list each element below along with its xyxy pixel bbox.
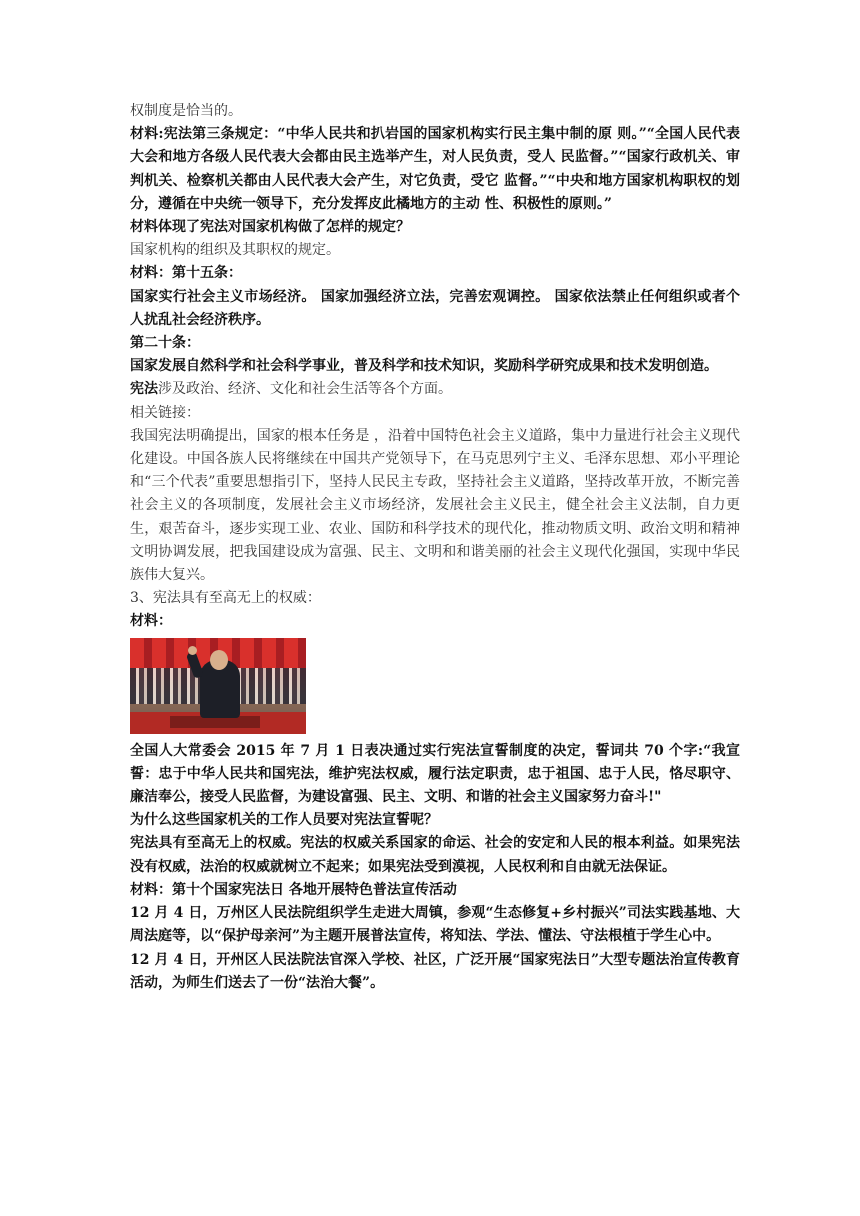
paragraph-rest: 涉及政治、经济、文化和社会生活等各个方面。	[158, 381, 452, 398]
section-heading: 3、宪法具有至高无上的权威：	[130, 590, 321, 607]
paragraph: 宪法具有至高无上的权威。宪法的权威关系国家的命运、社会的安定和人民的根本利益。如果宪法没有权威，法治的权威就树立不起来；如果宪法受到漠视，人民权利和自由就无法保证。	[130, 835, 740, 875]
paragraph	[130, 378, 740, 401]
document-body	[130, 100, 740, 995]
question: 为什么这些国家机关的工作人员要对宪法宣誓呢？	[130, 812, 438, 829]
paragraph: 国家实行社会主义市场经济。 国家加强经济立法，完善宏观调控。 国家依法禁止任何组织或者个人扰乱社会经济秩序。	[130, 288, 740, 328]
oath-ceremony-photo	[130, 638, 306, 734]
paragraph: 我国宪法明确提出，国家的根本任务是 ，沿着中国特色社会主义道路，集中力量进行社会主义现代化建设。中国各族人民将继续在中国共产党领导下，在马克思列宁主义、毛泽东思想、邓小平理论和“三个代表”重要思想指引下，坚持人民民主专政，坚持社会主义道路，坚持改革开放，不断完善社会主义的各项制度，发展社会主义市场经济，发展社会主义民主，健全社会主义法制，自力更生，艰苦奋斗，逐步实现工业、农业、国防和科学技术的现代化，推动物质文明、政治文明和精神文明协调发展，把我国建设成为富强、民主、文明和和谐美丽的社会主义现代化强国，实现中华民族伟大复兴。	[130, 427, 740, 584]
article-label: 第二十条：	[130, 335, 200, 352]
material-label: 材料：第十五条：	[130, 265, 242, 282]
paragraph: 12 月 4 日，万州区人民法院组织学生走进大周镇，参观“生态修复+乡村振兴”司法实践基地、大周法庭等，以“保护母亲河”为主题开展普法宣传，将知法、学法、懂法、守法根植于学生心中。	[130, 905, 740, 945]
paragraph: 权制度是恰当的。	[130, 103, 242, 119]
answer: 国家机构的组织及其职权的规定。	[130, 242, 340, 259]
paragraph: 材料:宪法第三条规定：“中华人民共和扒岩国的国家机构实行民主集中制的原 则。”“全国人民代表大会和地方各级人民代表大会都由民主选举产生，对人民负责，受人 民监督。”“国家行政机关、审判机关、检察机关都由人民代表大会产生，对它负责，受它 监督。”“中央和地方国家机构职权的划分，遵循在中央统一领导下，充分发挥皮此橘地方的主动 性、积极性的原则。”	[130, 126, 740, 212]
material-label: 材料：第十个国家宪法日 各地开展特色普法宣传活动	[130, 881, 457, 898]
paragraph: 全国人大常委会 2015 年 7 月 1 日表决通过实行宪法宣誓制度的决定，誓词共 70 个字:“我宣誓：忠于中华人民共和国宪法，维护宪法权威，履行法定职责，忠于祖国、忠于人民，恪尽职守、廉洁奉公，接受人民监督，为建设富强、民主、文明、和谐的社会主义国家努力奋斗!"	[130, 742, 740, 806]
paragraph: 12 月 4 日，开州区人民法院法官深入学校、社区，广泛开展“国家宪法日”大型专题法治宣传教育活动，为师生们送去了一份“法治大餐”。	[130, 951, 740, 991]
related-link-label: 相关链接：	[130, 404, 200, 421]
bold-term: 宪法	[130, 381, 158, 398]
material-label: 材料：	[130, 613, 172, 630]
question: 材料体现了宪法对国家机构做了怎样的规定？	[130, 219, 410, 236]
paragraph: 国家发展自然科学和社会科学事业，普及科学和技术知识，奖励科学研究成果和技术发明创造。	[130, 358, 718, 375]
